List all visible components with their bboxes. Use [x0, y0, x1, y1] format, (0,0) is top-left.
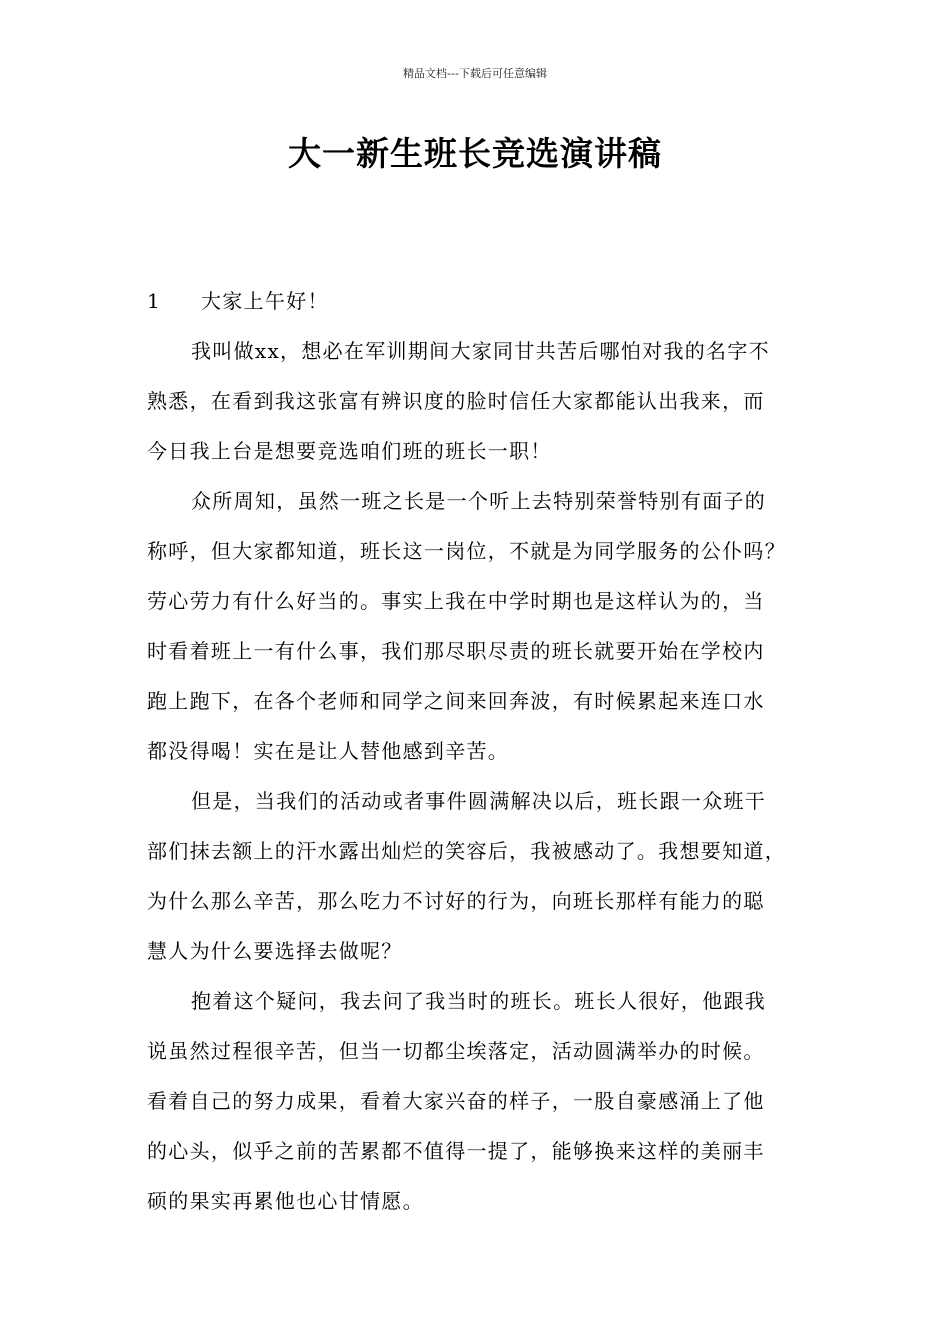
text-line: 说虽然过程很辛苦，但当一切都尘埃落定，活动圆满举办的时候。 — [147, 1039, 765, 1063]
paragraph-number: 1 — [147, 289, 162, 313]
text-line: 的心头，似乎之前的苦累都不值得一提了，能够换来这样的美丽丰 — [147, 1139, 765, 1163]
text-line: 时看着班上一有什么事，我们那尽职尽责的班长就要开始在学校内 — [147, 639, 765, 663]
text-line: 慧人为什么要选择去做呢？ — [147, 939, 403, 963]
text-line: 硕的果实再累他也心甘情愿。 — [147, 1189, 424, 1213]
document-body — [147, 276, 837, 1226]
text-line: 熟悉，在看到我这张富有辨识度的脸时信任大家都能认出我来，而 — [147, 389, 765, 413]
text-line: 跑上跑下，在各个老师和同学之间来回奔波，有时候累起来连口水 — [147, 689, 765, 713]
text-line: 部们抹去额上的汗水露出灿烂的笑容后，我被感动了。我想要知道， — [147, 839, 786, 863]
text-line: 但是，当我们的活动或者事件圆满解决以后，班长跟一众班干 — [191, 789, 767, 813]
text-line: 众所周知，虽然一班之长是一个听上去特别荣誉特别有面子的 — [191, 489, 767, 513]
text-line: 今日我上台是想要竞选咱们班的班长一职！ — [147, 439, 552, 463]
page-header: 精品文档---下载后可任意编辑 — [403, 67, 547, 80]
text-line: 称呼，但大家都知道，班长这一岗位，不就是为同学服务的公仆吗？ — [147, 539, 786, 563]
text-line: 看着自己的努力成果，看着大家兴奋的样子，一股自豪感涌上了他 — [147, 1089, 765, 1113]
text-line: 劳心劳力有什么好当的。事实上我在中学时期也是这样认为的，当 — [147, 589, 765, 613]
text-line: 为什么那么辛苦，那么吃力不讨好的行为，向班长那样有能力的聪 — [147, 889, 765, 913]
greeting-line — [147, 276, 837, 326]
text-line: 我叫做xx，想必在军训期间大家同甘共苦后哪怕对我的名字不 — [191, 339, 770, 363]
text-line: 都没得喝！实在是让人替他感到辛苦。 — [147, 739, 510, 763]
document-title: 大一新生班长竞选演讲稿 — [288, 134, 662, 173]
greeting-text: 大家上午好！ — [201, 289, 329, 313]
text-line: 抱着这个疑问，我去问了我当时的班长。班长人很好，他跟我 — [191, 989, 767, 1013]
